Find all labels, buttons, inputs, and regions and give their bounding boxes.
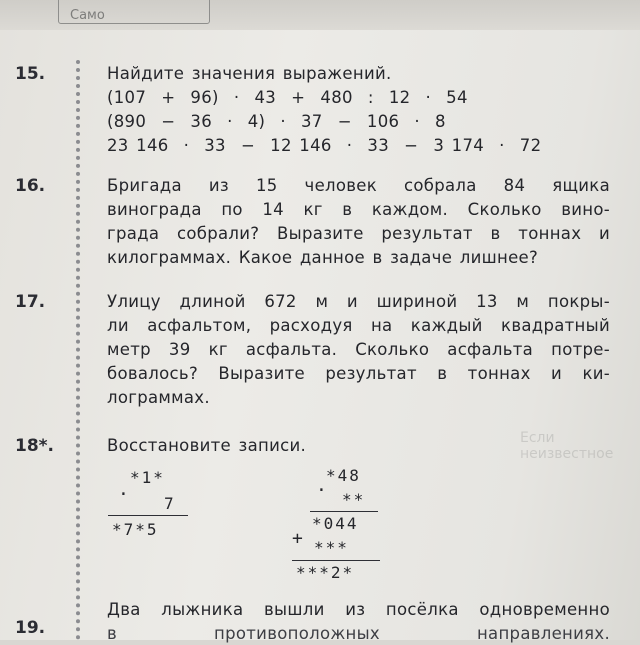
right-calc-row-2: ** bbox=[342, 490, 366, 509]
problem-15-expression-1: (107 + 96) · 43 + 480 : 12 · 54 bbox=[107, 88, 468, 107]
problem-17-number: 17. bbox=[15, 292, 46, 312]
problem-16-line-4: килограммах. Какое данное в задаче лишнее? bbox=[107, 248, 539, 267]
right-calc-line-2 bbox=[292, 560, 380, 561]
problem-17-line-1: Улицу длиной 672 м и шириной 13 м покры- bbox=[107, 292, 610, 311]
problem-18-title: Восстановите записи. bbox=[107, 436, 307, 455]
problem-16-line-3: града собрали? Выразите результат в тоннах и bbox=[107, 224, 610, 243]
problem-17-line-2: ли асфальтом, расходуя на каждый квадратный bbox=[107, 316, 610, 335]
right-calc-line-1 bbox=[310, 511, 378, 512]
right-calc-partial-2: *** bbox=[314, 538, 349, 557]
right-calc-row-1: *48 bbox=[326, 466, 361, 485]
left-calc-result: *7*5 bbox=[112, 520, 159, 539]
right-calc-op: · bbox=[316, 480, 329, 501]
problem-15-number: 15. bbox=[15, 64, 46, 84]
problem-18-number: 18*. bbox=[15, 436, 55, 456]
left-calc-line bbox=[108, 515, 188, 516]
left-calc-row-1: *1* bbox=[130, 468, 165, 487]
problem-19-line-2: в противоположных направлениях. bbox=[107, 624, 610, 643]
right-calc-result: ***2* bbox=[296, 563, 355, 582]
problem-17-line-4: бовалось? Выразите результат в тоннах и ки- bbox=[107, 364, 610, 383]
problem-19-number: 19. bbox=[15, 618, 46, 638]
problem-16-line-1: Бригада из 15 человек собрала 84 ящика bbox=[107, 176, 610, 195]
problem-17-line-3: метр 39 кг асфальта. Сколько асфальта потре- bbox=[107, 340, 610, 359]
margin-dotted-line bbox=[76, 60, 80, 640]
show-through-text: Если неизвестное bbox=[520, 430, 614, 462]
problem-16-line-2: винограда по 14 кг в каждом. Сколько вино- bbox=[107, 200, 610, 219]
header-tab-text: Само bbox=[70, 8, 105, 23]
right-calc-plus: + bbox=[292, 528, 305, 549]
left-calc-op: · bbox=[118, 484, 131, 505]
left-calc-row-2: 7 bbox=[164, 494, 176, 513]
right-calc-partial-1: *044 bbox=[312, 514, 359, 533]
problem-16-number: 16. bbox=[15, 176, 46, 196]
problem-15-expression-3: 23 146 · 33 − 12 146 · 33 − 3 174 · 72 bbox=[107, 136, 542, 155]
problem-17-line-5: лограммах. bbox=[107, 388, 210, 407]
problem-19-line-1: Два лыжника вышли из посёлка одновременно bbox=[107, 600, 610, 619]
problem-15-expression-2: (890 − 36 · 4) · 37 − 106 · 8 bbox=[107, 112, 446, 131]
problem-15-title: Найдите значения выражений. bbox=[107, 64, 392, 83]
